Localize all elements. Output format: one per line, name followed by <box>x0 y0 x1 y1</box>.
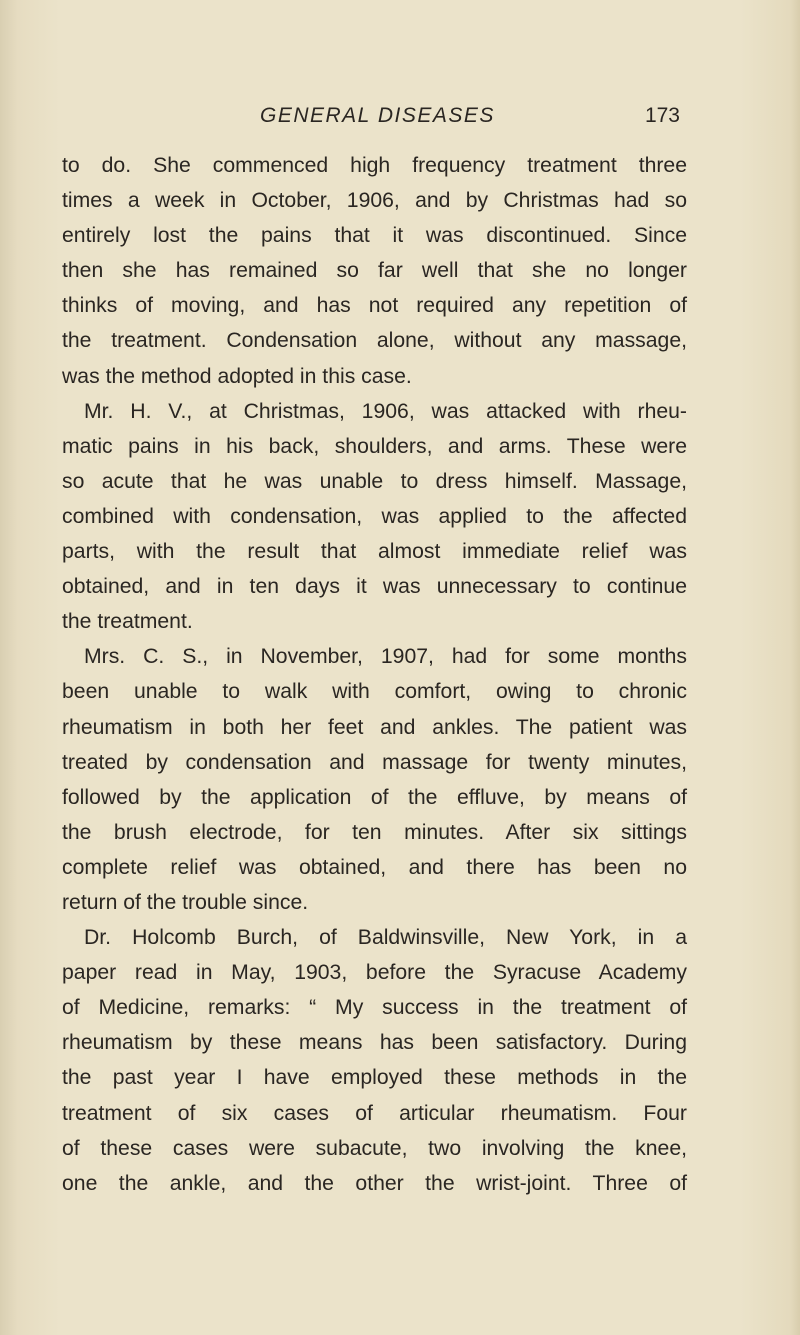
text-line: was the method adopted in this case. <box>62 364 412 388</box>
text-line: of Medicine, remarks: “ My success in the treatment of <box>62 996 687 1020</box>
text-line: the treatment. Condensation alone, without any massage, <box>62 329 687 353</box>
text-line: rheumatism by these means has been satisfactory. During <box>62 1031 687 1055</box>
text-line: thinks of moving, and has not required any repetition of <box>62 294 687 318</box>
text-line: Mr. H. V., at Christmas, 1906, was attacked with rheu- <box>84 399 687 423</box>
running-head: GENERAL DISEASES <box>260 104 495 127</box>
text-line: times a week in October, 1906, and by Christmas had so <box>62 189 687 213</box>
text-line: complete relief was obtained, and there has been no <box>62 855 687 879</box>
text-line: then she has remained so far well that she no longer <box>62 259 687 283</box>
text-line: of these cases were subacute, two involving the knee, <box>62 1136 687 1160</box>
text-line: the past year I have employed these methods in the <box>62 1066 687 1090</box>
text-line: treatment of six cases of articular rheumatism. Four <box>62 1101 687 1125</box>
body-text <box>62 148 687 1201</box>
text-line: so acute that he was unable to dress himself. Massage, <box>62 469 687 493</box>
text-line: entirely lost the pains that it was discontinued. Since <box>62 224 687 248</box>
text-line: matic pains in his back, shoulders, and arms. These were <box>62 434 687 458</box>
text-line: been unable to walk with comfort, owing to chronic <box>62 680 687 704</box>
text-line: followed by the application of the effluve, by means of <box>62 785 687 809</box>
text-line: rheumatism in both her feet and ankles. The patient was <box>62 715 687 739</box>
text-line: return of the trouble since. <box>62 890 309 914</box>
text-line: to do. She commenced high frequency treatment three <box>62 154 687 177</box>
text-line: treated by condensation and massage for twenty minutes, <box>62 750 687 774</box>
text-line: parts, with the result that almost immediate relief was <box>62 540 687 564</box>
text-line: combined with condensation, was applied to the affected <box>62 504 687 528</box>
text-line: Mrs. C. S., in November, 1907, had for some months <box>84 645 687 669</box>
text-line: obtained, and in ten days it was unnecessary to continue <box>62 575 687 599</box>
text-line: one the ankle, and the other the wrist-joint. Three of <box>62 1171 687 1195</box>
text-line: the brush electrode, for ten minutes. After six sittings <box>62 820 687 844</box>
text-line: the treatment. <box>62 610 193 634</box>
text-line: paper read in May, 1903, before the Syracuse Academy <box>62 961 687 985</box>
page-number: 173 <box>644 104 680 127</box>
page-header <box>260 104 680 140</box>
text-line: Dr. Holcomb Burch, of Baldwinsville, New York, in a <box>84 926 687 950</box>
